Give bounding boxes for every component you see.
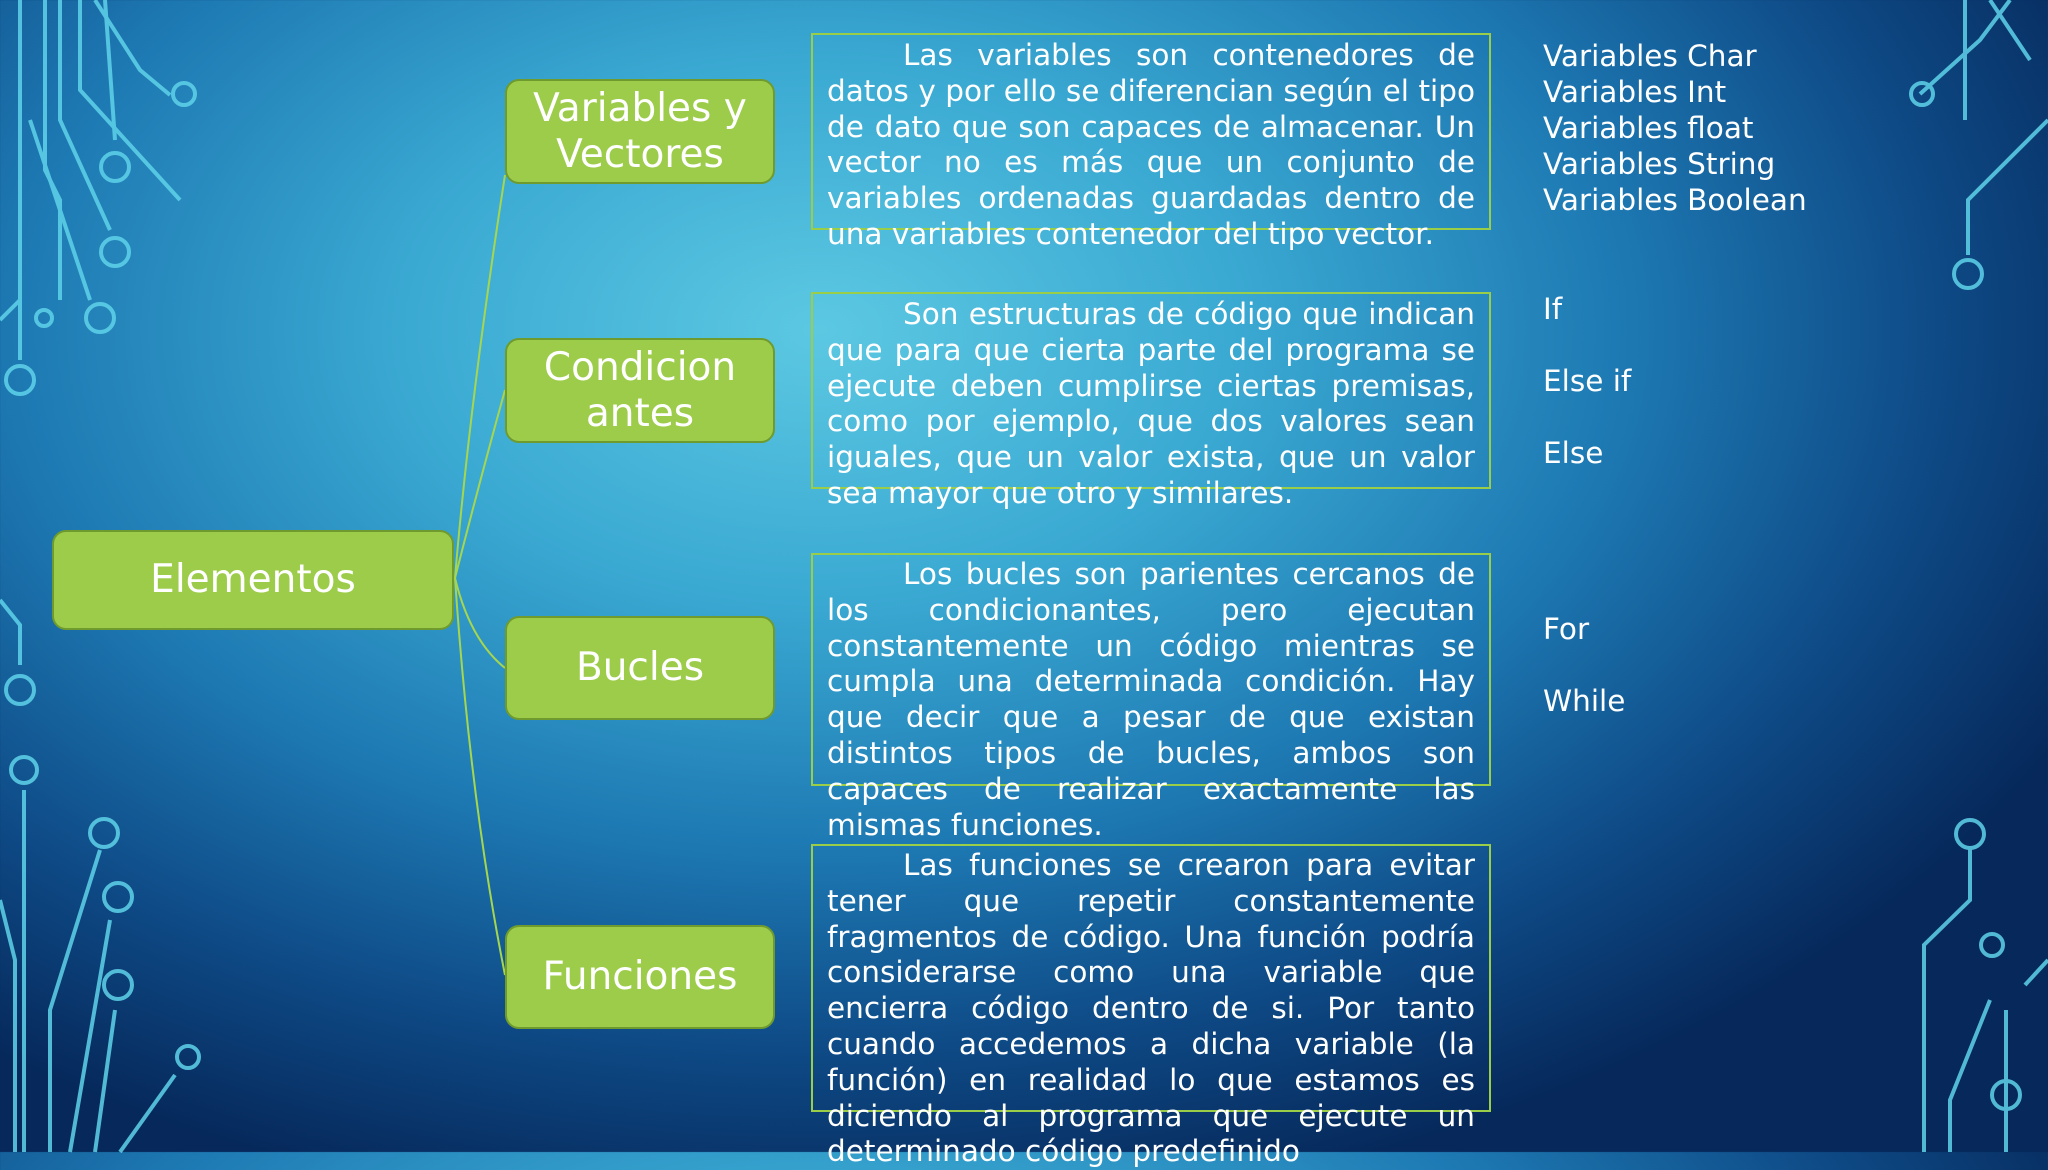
branch-node-funciones[interactable] xyxy=(505,925,775,1029)
branch-node-label: Bucles xyxy=(575,645,705,690)
item-variables-float: Variables float xyxy=(1543,111,1754,145)
description-condicionantes: Son estructuras de código que indican que para que cierta parte del programa se ejecute deben cumplirse ciertas premisas, como por ejemplo, que dos valores sean iguales, que un valor exista, que un valor sea mayor que otro y similares. xyxy=(827,297,1475,510)
item-variables-boolean: Variables Boolean xyxy=(1543,183,1807,217)
item-variables-char: Variables Char xyxy=(1543,39,1757,73)
item-for: For xyxy=(1543,612,1590,646)
root-node[interactable] xyxy=(52,530,454,630)
item-while: While xyxy=(1543,684,1626,718)
description-bucles: Los bucles son parientes cercanos de los condicionantes, pero ejecutan constantemente un código mientras se cumpla una determinada condición. Hay que decir que a pesar de que existan distintos tipos de bucles, ambos son capaces de realizar exactamente las mismas funciones. xyxy=(827,557,1475,842)
description-variables: Las variables son contenedores de datos y por ello se diferencian según el tipo de dato que son capaces de almacenar. Un vector no es más que un conjunto de variables ordenadas guardadas dentro de una variables contenedor del tipo vector. xyxy=(827,38,1475,251)
description-funciones: Las funciones se crearon para evitar tener que repetir constantemente fragmentos de código. Una función podría considerarse como una variable que encierra código dentro de si. Por tanto cuando accedemos a dicha variable (la función) en realidad lo que estamos es diciendo al programa que ejecute un determinado código predefinido xyxy=(827,848,1475,1169)
branch-node-variables[interactable] xyxy=(505,79,775,184)
branch-node-condicionantes[interactable] xyxy=(505,338,775,443)
item-else-if: Else if xyxy=(1543,364,1632,398)
branch-node-bucles[interactable] xyxy=(505,616,775,720)
item-else: Else xyxy=(1543,436,1604,470)
branch-node-label: Condicionantes xyxy=(543,344,737,436)
root-node-label: Elementos xyxy=(150,557,356,602)
item-if: If xyxy=(1543,292,1563,326)
item-variables-int: Variables Int xyxy=(1543,75,1727,109)
branch-node-label: Variables y Vectores xyxy=(533,85,747,177)
branch-node-label: Funciones xyxy=(542,954,738,999)
item-variables-string: Variables String xyxy=(1543,147,1776,181)
